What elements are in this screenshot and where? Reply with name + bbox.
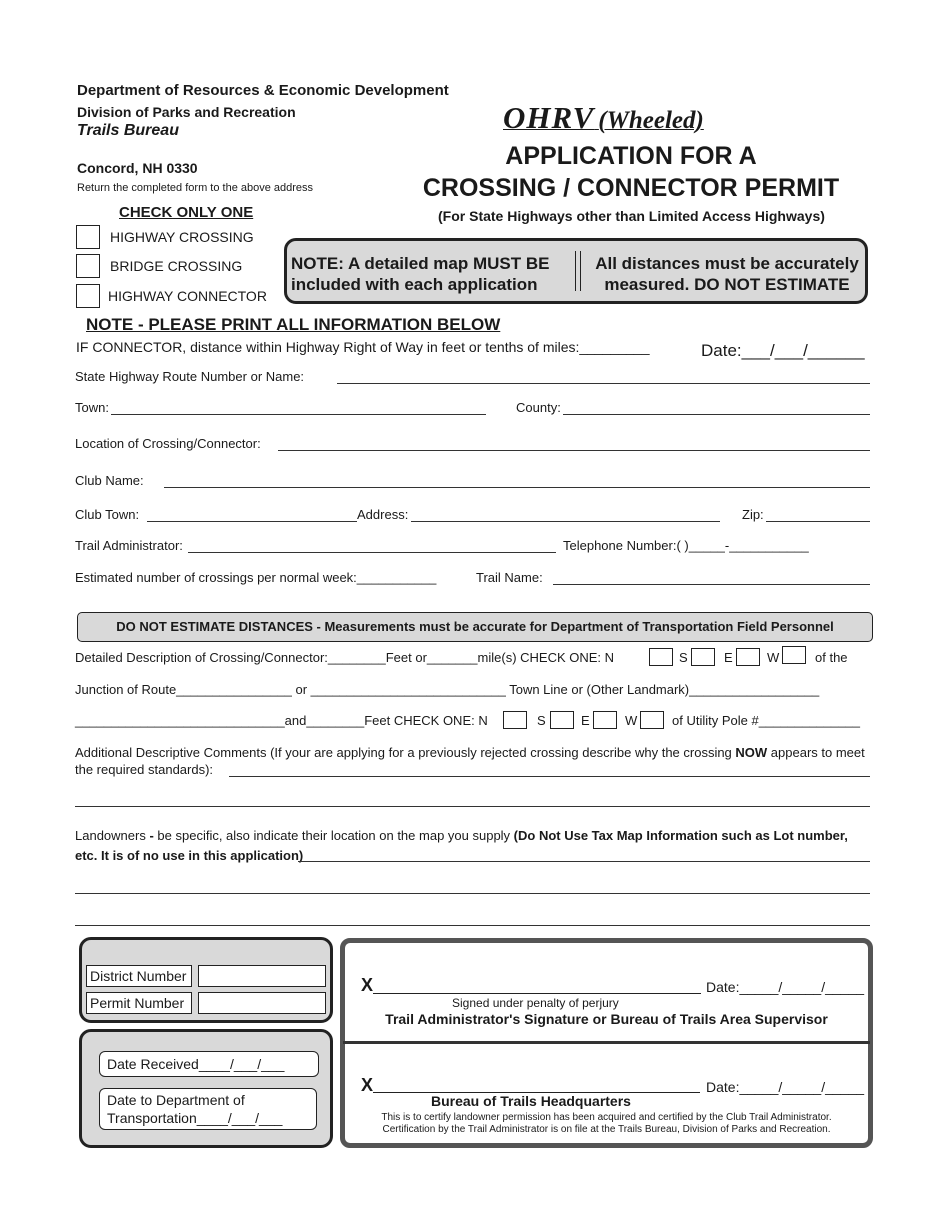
signature-box bbox=[340, 938, 873, 1148]
district-number-label: District Number bbox=[90, 968, 187, 984]
district-number-label-box bbox=[86, 965, 192, 987]
landowners-line-2[interactable] bbox=[75, 893, 870, 894]
wheeled-text: (Wheeled) bbox=[598, 107, 704, 134]
date-to-dot-line-1: Date to Department of bbox=[107, 1092, 245, 1108]
date-received-label: Date Received____/___/___ bbox=[107, 1056, 285, 1072]
date-field[interactable]: Date:___/___/______ bbox=[701, 341, 865, 360]
certification-line-2: Certification by the Trail Administrator is on file at the Trails Bureau, Division of Parks and Recreation. bbox=[382, 1124, 831, 1135]
return-note: Return the completed form to the above address bbox=[77, 182, 314, 194]
map-note-box bbox=[284, 238, 868, 304]
zip-line[interactable] bbox=[766, 521, 870, 522]
direction-n-box-2[interactable] bbox=[503, 711, 527, 729]
district-number-input[interactable] bbox=[198, 965, 326, 987]
landowners-text-2: be specific, also indicate their location on the map you supply bbox=[153, 828, 514, 843]
direction-s-box-1[interactable] bbox=[691, 648, 715, 666]
club-name-line[interactable] bbox=[164, 487, 870, 488]
highway-crossing-label: HIGHWAY CROSSING bbox=[110, 229, 254, 245]
comments-label bbox=[75, 745, 865, 760]
direction-e-box-1[interactable] bbox=[736, 648, 760, 666]
admin-signature-x: X bbox=[361, 975, 374, 995]
certification-line-1: This is to certify landowner permission has been acquired and certified by the Club Trail Administrator. bbox=[381, 1112, 832, 1123]
map-note-right-line-1: All distances must be accurately bbox=[595, 254, 859, 273]
club-town-line[interactable] bbox=[147, 521, 357, 522]
address-label: Address: bbox=[357, 507, 409, 522]
hq-signature-x: X bbox=[361, 1075, 374, 1095]
ohrv-heading bbox=[503, 100, 704, 136]
town-label: Town: bbox=[75, 400, 109, 415]
date-to-dot-label bbox=[107, 1091, 282, 1127]
direction-w-box-2[interactable] bbox=[640, 711, 664, 729]
title-line-2: CROSSING / CONNECTOR PERMIT bbox=[422, 174, 840, 202]
landowners-bold-2: etc. It is of no use in this application) bbox=[75, 848, 304, 863]
zip-label: Zip: bbox=[742, 507, 764, 522]
direction-s-label-2: S bbox=[537, 713, 546, 728]
telephone-field[interactable]: Telephone Number:( )_____-___________ bbox=[563, 538, 809, 553]
comments-text-2: appears to meet bbox=[767, 745, 865, 760]
bureau-name: Trails Bureau bbox=[77, 122, 179, 139]
bridge-crossing-label: BRIDGE CROSSING bbox=[110, 258, 243, 274]
landowners-line-1[interactable] bbox=[298, 861, 870, 862]
comments-now: NOW bbox=[735, 745, 768, 760]
map-note-left bbox=[291, 253, 550, 295]
print-note: NOTE - PLEASE PRINT ALL INFORMATION BELOW bbox=[86, 315, 501, 334]
note-divider bbox=[575, 251, 576, 291]
office-dates-box bbox=[79, 1029, 333, 1148]
trail-admin-label: Trail Administrator: bbox=[75, 538, 183, 553]
title-line-1: APPLICATION FOR A bbox=[505, 142, 757, 170]
warning-text: DO NOT ESTIMATE DISTANCES - Measurements must be accurate for Department of Transportation Field Personnel bbox=[116, 619, 834, 634]
map-note-right-line-2: measured. DO NOT ESTIMATE bbox=[604, 275, 850, 294]
trail-admin-line[interactable] bbox=[188, 552, 556, 553]
admin-signature-caption: Trail Administrator's Signature or Bureau of Trails Area Supervisor bbox=[385, 1011, 828, 1027]
permit-number-label-box bbox=[86, 992, 192, 1014]
highway-crossing-checkbox[interactable] bbox=[76, 225, 100, 249]
club-name-label: Club Name: bbox=[75, 473, 144, 488]
signature-divider bbox=[343, 1041, 870, 1044]
address-line[interactable] bbox=[411, 521, 720, 522]
landowners-text: Landowners bbox=[75, 828, 150, 843]
map-note-right bbox=[587, 253, 867, 295]
direction-n-box-1[interactable] bbox=[649, 648, 673, 666]
map-note-left-line-1: NOTE: A detailed map MUST BE bbox=[291, 254, 550, 273]
location-line[interactable] bbox=[278, 450, 870, 451]
direction-w-label-1: W bbox=[767, 650, 780, 665]
date-to-dot-field[interactable] bbox=[99, 1088, 317, 1130]
permit-number-input[interactable] bbox=[198, 992, 326, 1014]
city-address: Concord, NH 0330 bbox=[77, 160, 198, 176]
state-highway-line[interactable] bbox=[337, 383, 870, 384]
direction-w-box-1[interactable] bbox=[782, 646, 806, 664]
highway-connector-label: HIGHWAY CONNECTOR bbox=[108, 288, 267, 304]
utility-pole-field[interactable]: of Utility Pole #______________ bbox=[672, 713, 860, 728]
landowners-bold-1: (Do Not Use Tax Map Information such as Lot number, bbox=[513, 828, 848, 843]
estimated-crossings-field[interactable]: Estimated number of crossings per normal week:___________ bbox=[75, 570, 437, 585]
state-highway-label: State Highway Route Number or Name: bbox=[75, 369, 305, 384]
trail-name-label: Trail Name: bbox=[476, 570, 543, 585]
junction-field[interactable]: Junction of Route________________ or ___________________________ Town Line or (Other Landmark)__________________ bbox=[75, 682, 820, 697]
warning-bar bbox=[77, 612, 873, 642]
comments-line-1[interactable] bbox=[229, 776, 870, 777]
location-label: Location of Crossing/Connector: bbox=[75, 436, 261, 451]
direction-s-label-1: S bbox=[679, 650, 688, 665]
comments-line-2[interactable] bbox=[75, 806, 870, 807]
direction-e-label-2: E bbox=[581, 713, 590, 728]
town-line[interactable] bbox=[111, 414, 486, 415]
check-only-one-heading: CHECK ONLY ONE bbox=[119, 204, 254, 221]
map-note-left-line-2: included with each application bbox=[291, 275, 538, 294]
landowners-label bbox=[75, 828, 848, 843]
office-numbers-box bbox=[79, 937, 333, 1023]
penalty-note: Signed under penalty of perjury bbox=[452, 996, 619, 1010]
landowners-line-3[interactable] bbox=[75, 925, 870, 926]
comments-text-1: Additional Descriptive Comments (If your are applying for a previously rejected crossing describe why the crossing bbox=[75, 745, 736, 760]
county-line[interactable] bbox=[563, 414, 870, 415]
highway-connector-checkbox[interactable] bbox=[76, 284, 100, 308]
division-name: Division of Parks and Recreation bbox=[77, 104, 296, 120]
of-the-label: of the bbox=[815, 650, 848, 665]
date-received-field[interactable] bbox=[99, 1051, 319, 1077]
county-label: County: bbox=[516, 400, 561, 415]
direction-s-box-2[interactable] bbox=[550, 711, 574, 729]
direction-w-label-2: W bbox=[625, 713, 638, 728]
department-name: Department of Resources & Economic Development bbox=[77, 82, 449, 99]
certification-note bbox=[345, 1112, 868, 1136]
bridge-crossing-checkbox[interactable] bbox=[76, 254, 100, 278]
admin-signature-date[interactable]: Date:_____/_____/_____ bbox=[706, 979, 865, 995]
hq-caption: Bureau of Trails Headquarters bbox=[431, 1093, 631, 1109]
note-divider-2 bbox=[580, 251, 581, 291]
date-to-dot-line-2: Transportation____/___/___ bbox=[107, 1110, 283, 1126]
admin-signature-line[interactable] bbox=[373, 993, 701, 994]
trail-name-line[interactable] bbox=[553, 584, 870, 585]
direction-e-label-1: E bbox=[724, 650, 733, 665]
direction-e-box-2[interactable] bbox=[593, 711, 617, 729]
subtitle: (For State Highways other than Limited Access Highways) bbox=[438, 208, 825, 224]
connector-distance-field[interactable]: IF CONNECTOR, distance within Highway Right of Way in feet or tenths of miles:_________ bbox=[76, 339, 650, 355]
permit-number-label: Permit Number bbox=[90, 995, 185, 1011]
ohrv-text: OHRV bbox=[503, 100, 595, 135]
comments-label-2: the required standards): bbox=[75, 762, 214, 777]
feet-direction-field[interactable]: _____________________________and________Feet CHECK ONE: N bbox=[75, 713, 488, 728]
hq-signature-date[interactable]: Date:_____/_____/_____ bbox=[706, 1079, 865, 1095]
crossing-description-field[interactable]: Detailed Description of Crossing/Connector:________Feet or_______mile(s) CHECK ONE: N bbox=[75, 650, 615, 665]
club-town-label: Club Town: bbox=[75, 507, 140, 522]
landowners-dash: - bbox=[149, 828, 154, 843]
